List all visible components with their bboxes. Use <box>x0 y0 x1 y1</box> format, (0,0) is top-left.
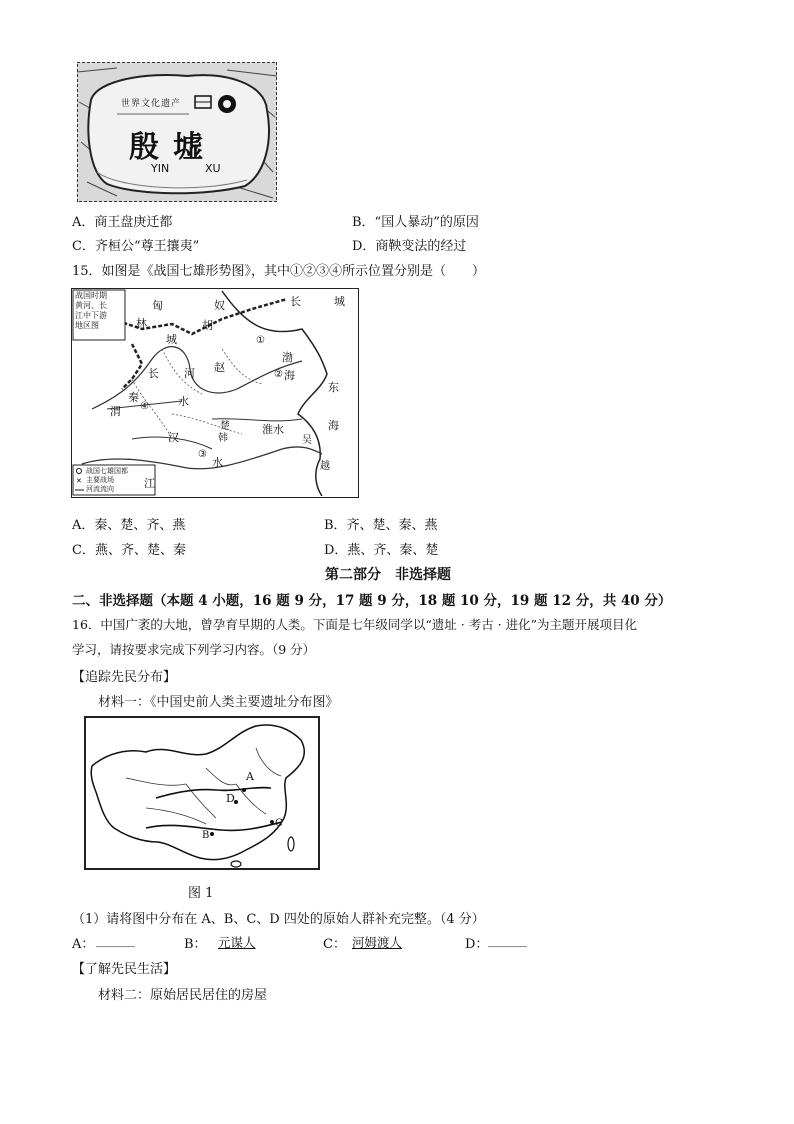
answer-b-value[interactable]: 元谋人 <box>218 935 256 950</box>
map-label-han: 汉 <box>168 431 179 444</box>
q16-intro-line1: 16．中国广袤的大地，曾孕育早期的人类。下面是七年级同学以“遗址 · 考古 · 进化”为主题开展项目化 <box>72 617 638 632</box>
map-label-shui2: 水 <box>212 456 223 469</box>
map-label-bo: 渤 <box>282 351 293 364</box>
site-marker-b: B <box>202 830 210 841</box>
part-two-title: 第二部分 非选择题 <box>325 567 451 583</box>
answer-c-value[interactable]: 河姆渡人 <box>352 935 403 950</box>
q15-stem: 15．如图是《战国七雄形势图》，其中①②③④所示位置分别是（ ） <box>72 264 486 279</box>
map-label-hu: 胡 <box>202 319 213 332</box>
q16-intro-line2: 学习，请按要求完成下列学习内容。（9 分） <box>72 642 316 657</box>
map-label-jiang: 江 <box>144 477 155 490</box>
answer-b-label: B： <box>184 937 207 952</box>
q16-material-two: 材料二：原始居民居住的房屋 <box>98 988 268 1003</box>
q14-option-b[interactable]: B．“国人暴动”的原因 <box>352 215 479 230</box>
map-legend-river-flow: 河流流向 <box>86 485 114 493</box>
answer-d-blank[interactable]: ______ <box>488 933 527 948</box>
map-label-cheng1: 城 <box>334 295 345 308</box>
map-label-xiong: 匈 <box>152 299 163 312</box>
map-label-chu: 楚 <box>220 421 230 432</box>
q14-option-d[interactable]: D．商鞅变法的经过 <box>352 239 467 254</box>
map-legend-title: 战国时期 黄河、长 江中下游 地区图 <box>75 291 107 330</box>
map-label-lin: 林 <box>136 317 147 330</box>
map-label-dong: 东 <box>328 381 339 394</box>
stone-header-text: 世界文化遗产 <box>121 99 182 109</box>
map-label-wei: 渭 <box>110 405 121 418</box>
q14-option-c[interactable]: C．齐桓公“尊王攘夷” <box>72 239 200 254</box>
answer-a-blank[interactable]: ______ <box>96 933 135 948</box>
stone-pinyin-right: XU <box>205 162 221 175</box>
q16-section-track: 【追踪先民分布】 <box>72 670 177 685</box>
prehistoric-sites-map <box>84 716 320 870</box>
map-marker-1: ① <box>256 335 265 346</box>
site-marker-a: A <box>246 770 254 783</box>
svg-text:✕: ✕ <box>76 477 82 485</box>
q15-option-a[interactable]: A．秦、楚、齐、燕 <box>72 518 186 533</box>
yinxu-stone-photo <box>77 62 277 202</box>
q14-option-a[interactable]: A．商王盘庚迁都 <box>72 215 173 230</box>
q16-material-one: 材料一：《中国史前人类主要遗址分布图》 <box>98 695 339 710</box>
map-label-he: 河 <box>184 367 195 380</box>
map-label-nu: 奴 <box>214 299 225 312</box>
map-marker-3: ③ <box>198 449 207 460</box>
answer-c-label: C： <box>323 937 346 952</box>
map-marker-2: ② <box>274 369 283 380</box>
map-label-qin: 秦 <box>128 391 139 404</box>
map-label-cheng2: 城 <box>166 333 177 346</box>
q16-section-life: 【了解先民生活】 <box>72 962 177 977</box>
map-legend-capital: 战国七雄国都 <box>86 467 128 475</box>
figure-1-caption: 图 1 <box>188 886 214 901</box>
map-label-hai1: 海 <box>284 369 295 382</box>
stone-pinyin-left: YIN <box>151 162 170 175</box>
answer-a-label: A： <box>72 937 95 952</box>
stone-title-text: 殷墟 <box>129 130 217 165</box>
map-label-hann: 韩 <box>218 433 228 444</box>
q15-option-d[interactable]: D．燕、齐、秦、楚 <box>324 543 439 558</box>
map-marker-4: ④ <box>140 401 149 412</box>
q15-option-c[interactable]: C．燕、齐、楚、秦 <box>72 543 186 558</box>
section-two-heading: 二、非选择题（本题 4 小题，16 题 9 分，17 题 9 分，18 题 10 分，19 题 12 分，共 40 分） <box>72 593 672 609</box>
q16-sub-question-1: （1）请将图中分布在 A、B、C、D 四处的原始人群补充完整。（4 分） <box>72 912 485 927</box>
map-label-zhao: 赵 <box>214 361 225 374</box>
map-label-chang2: 长 <box>148 367 159 380</box>
map-label-yue: 越 <box>320 461 330 472</box>
warring-states-map <box>71 288 359 498</box>
site-marker-d: D <box>226 792 235 805</box>
map-label-hai2: 海 <box>328 419 339 432</box>
site-marker-c: C <box>275 818 283 829</box>
map-label-wu: 吴 <box>302 435 312 446</box>
map-label-huai: 淮水 <box>262 423 284 436</box>
answer-d-label: D： <box>465 937 489 952</box>
q15-option-b[interactable]: B．齐、楚、秦、燕 <box>324 518 438 533</box>
map-legend-battlefield: 主要战场 <box>86 476 114 484</box>
map-label-chang1: 长 <box>290 295 301 308</box>
map-label-shui1: 水 <box>178 395 189 408</box>
